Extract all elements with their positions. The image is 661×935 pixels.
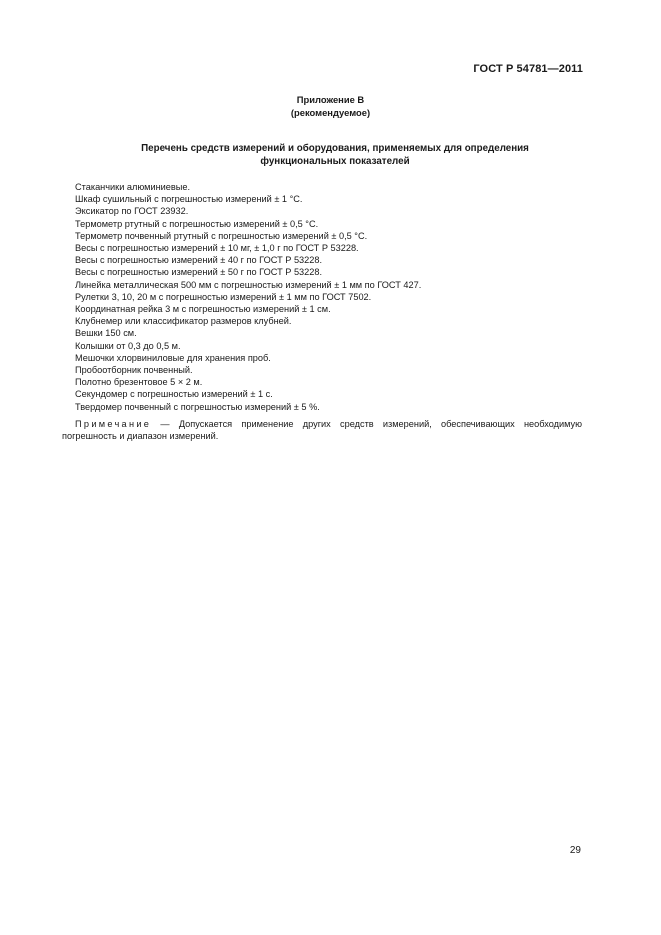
equipment-list	[75, 181, 595, 413]
list-item: Весы с погрешностью измерений ± 50 г по ГОСТ Р 53228.	[75, 267, 323, 278]
section-title	[80, 143, 590, 168]
list-item: Термометр почвенный ртутный с погрешностью измерений ± 0,5 °С.	[75, 230, 368, 241]
list-item: Термометр ртутный с погрешностью измерений ± 0,5 °С.	[75, 218, 319, 229]
list-item: Полотно брезентовое 5 × 2 м.	[75, 377, 203, 388]
list-item: Мешочки хлорвиниловые для хранения проб.	[75, 352, 271, 363]
annex-heading	[0, 93, 661, 119]
note-paragraph	[62, 418, 582, 442]
list-item: Секундомер с погрешностью измерений ± 1 с.	[75, 389, 273, 400]
page-number: 29	[569, 845, 581, 856]
list-item: Вешки 150 см.	[75, 328, 137, 339]
list-item: Эксикатор по ГОСТ 23932.	[75, 206, 189, 217]
note-label: Примечание	[75, 419, 152, 429]
list-item: Клубнемер или классификатор размеров клубней.	[75, 316, 292, 327]
list-item: Линейка металлическая 500 мм с погрешностью измерений ± 1 мм по ГОСТ 427.	[75, 279, 422, 290]
annex-title: Приложение В	[296, 94, 365, 105]
note-text: — Допускается применение других средств измерений, обеспечивающих необходимую погрешность и диапазон измерений.	[62, 419, 582, 442]
section-title-line-1: Перечень средств измерений и оборудования, применяемых для определения	[141, 143, 529, 154]
list-item: Твердомер почвенный с погрешностью измерений ± 5 %.	[75, 401, 320, 412]
list-item: Стаканчики алюминиевые.	[75, 182, 191, 192]
list-item: Весы с погрешностью измерений ± 10 мг, ± 1,0 г по ГОСТ Р 53228.	[75, 243, 359, 254]
list-item: Пробоотборник почвенный.	[75, 365, 193, 376]
document-code: ГОСТ Р 54781—2011	[473, 63, 583, 75]
annex-status: (рекомендуемое)	[290, 107, 371, 118]
list-item: Шкаф сушильный с погрешностью измерений ± 1 °С.	[75, 194, 303, 205]
list-item: Рулетки 3, 10, 20 м с погрешностью измерений ± 1 мм по ГОСТ 7502.	[75, 291, 372, 302]
section-title-line-2: функциональных показателей	[260, 155, 410, 167]
list-item: Колышки от 0,3 до 0,5 м.	[75, 340, 181, 351]
list-item: Координатная рейка 3 м с погрешностью измерений ± 1 см.	[75, 304, 331, 315]
list-item: Весы с погрешностью измерений ± 40 г по ГОСТ Р 53228.	[75, 255, 323, 266]
